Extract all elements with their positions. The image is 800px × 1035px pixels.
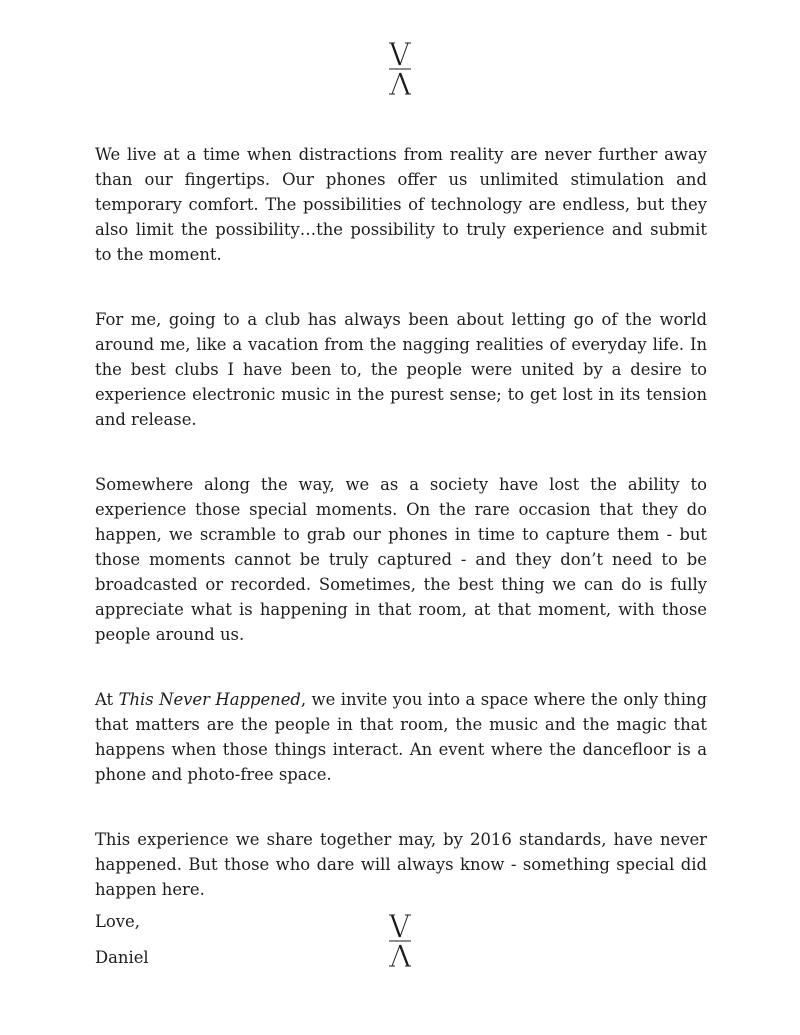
tnh-logo-icon <box>389 40 411 96</box>
paragraph-3: Somewhere along the way, we as a society have lost the ability to experience those special moments. On the rare occasion that they do happen, we scramble to grab our phones in time to capture them - but those moments cannot be truly captured - and they don’t need to be broadcasted or recorded. Sometimes, the best thing we can do is fully appreciate what is happening in that room, at that moment, with those people around us. <box>95 475 707 644</box>
event-name: This Never Happened <box>118 690 301 709</box>
letter-body <box>95 142 707 970</box>
paragraph-2: For me, going to a club has always been about letting go of the world around me, like a vacation from the nagging realities of everyday life. In the best clubs I have been to, the people were united by a desire to experience electronic music in the purest sense; to get lost in its tension and release. <box>95 310 707 429</box>
paragraph-1: We live at a time when distractions from reality are never further away than our fingertips. Our phones offer us unlimited stimulation and temporary comfort. The possibilities of technology are endless, but they also limit the possibility…the possibility to truly experience and submit to the moment. <box>95 145 707 264</box>
paragraph-4 <box>95 687 707 787</box>
closing: Love, <box>95 912 140 931</box>
signature: Daniel <box>95 948 149 967</box>
paragraph-4-text: , we invite you into a space where the only thing that matters are the people in that room, the music and the magic that happens when those things interact. An event where the dancefloor is a phone and photo-free space. <box>95 690 707 784</box>
logo-bottom <box>389 912 411 968</box>
paragraph-4-prefix: At <box>95 690 119 709</box>
tnh-logo-icon <box>389 912 411 968</box>
logo-top <box>389 40 411 96</box>
paragraph-5: This experience we share together may, by 2016 standards, have never happened. But those who dare will always know - something special did happen here. <box>95 830 707 899</box>
